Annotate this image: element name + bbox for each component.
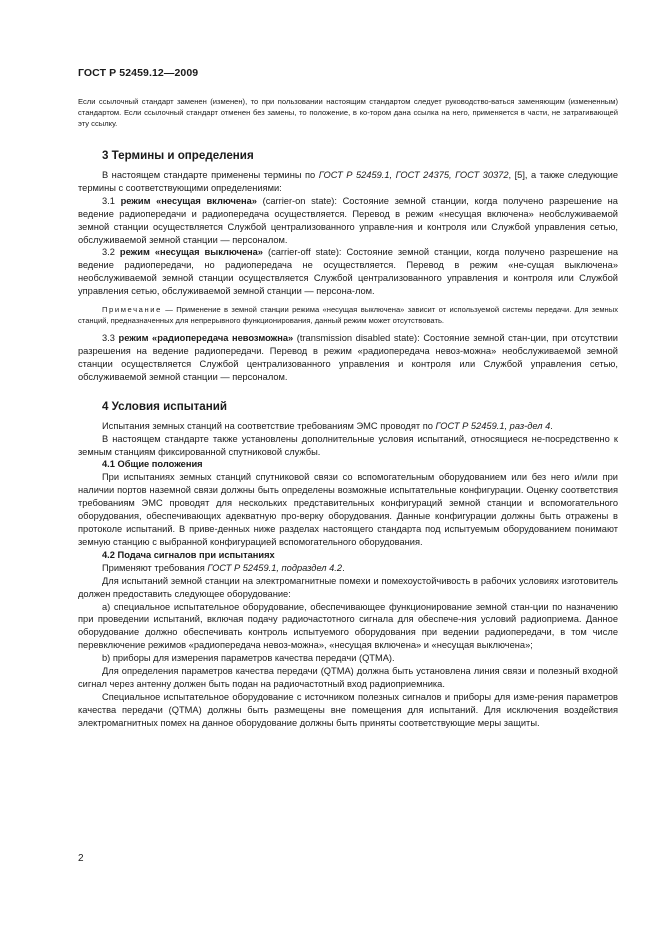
text-run: , [5], а также следующие термины с соответствующими определениями: [78,170,618,193]
standard-references: ГОСТ Р 52459.1, ГОСТ 24375, ГОСТ 30372 [318,170,509,180]
term-3-3 [78,332,618,384]
text-run: Применяют требования [102,562,208,573]
term-number: 3.2 [102,247,120,258]
standard-reference: ГОСТ Р 52459.1, раз-дел 4 [435,420,551,431]
text-run: . [342,562,345,573]
intro-paragraph: Если ссылочный стандарт заменен (изменен), то при пользовании настоящим стандартом следует руководство-ваться заменяющим (измененным) стандартом. Если ссылочный стандарт отменен без замены, то положение, в ко-тором дана ссылка на него, применяется в части, не затрагивающей эту ссылку. [78,97,618,128]
document-header: ГОСТ Р 52459.12—2009 [78,67,199,79]
term-definition: (carrier-on state): Состояние земной станции, когда получено разрешение на ведение радиопередачи и радиопередача осуществляется. Перевод в режим «несущая включена» необслуживаемой земной станции осуществляется Службой централизованного управле-ния и контроля или Службой управления сетью, обслуживаемой земной станции — персоналом. [78,195,618,245]
subsection-4-2-p1 [78,562,618,575]
subsection-4-2-p2: Для испытаний земной станции на электромагнитные помехи и помехоустойчивость в рабочих условиях изготовитель должен предоставить следующее оборудование: [78,575,618,599]
text-run: В настоящем стандарте применены термины по [102,170,319,180]
page-content [78,96,618,730]
text-run: Испытания земных станций на соответствие требованиям ЭМС проводят по [102,420,436,431]
standard-reference: ГОСТ Р 52459.1, подраздел 4.2 [207,562,343,573]
section-3-heading: 3 Термины и определения [102,149,254,162]
note-label: Примечание [102,305,162,315]
note-text: — Применение в земной станции режима «несущая выключена» зависит от используемой системы передачи. Для земных станций, предназначенных для непрерывного функционирования, данный режим может отсутствовать. [78,305,618,326]
note-paragraph [78,304,618,326]
subsection-4-2-p3: Для определения параметров качества передачи (QTMA) должна быть установлена линия связи и полезный входной сигнал через антенну должен быть подан на радиочастотный вход радиоприемника. [78,666,618,689]
term-3-1 [78,195,618,247]
page-number: 2 [78,853,84,864]
list-item-b: b) приборы для измерения параметров качества передачи (QTMA). [102,653,395,664]
subsection-4-1-heading: 4.1 Общие положения [102,459,203,470]
section-4-p1 [78,420,618,433]
term-number: 3.3 [102,333,119,344]
term-name: режим «несущая включена» [120,195,257,206]
section-4-heading: 4 Условия испытаний [102,399,227,413]
term-definition: (transmission disabled state): Состояние земной стан-ции, при отсутствии разрешения на ведение радиопередачи. Перевод в режим «радиопередача невоз-можна» необслуживаемой земной станции осуществляется Службой централизованного управления и контроля или Службой управления сетью, обслуживаемой земной станции — персоналом. [78,333,619,382]
term-definition: (carrier-off state): Состояние земной станции, когда получено разрешение на ведение радиопередачи, но радиопередача не осуществляется. Перевод в режим «не-сущая выключена» необслуживаемой земной станции осуществляется Службой централизованного управления и контроля или Службой управления сетью, обслуживаемой земной станции — персона-лом. [78,247,618,297]
section-4-p2: В настоящем стандарте также установлены дополнительные условия испытаний, относящиеся не-посредственно к земным станциям фиксированной спутниковой службы. [78,433,618,457]
term-name: режим «радиопередача невозможна» [118,333,294,344]
section-3-intro [78,169,618,195]
text-run: . [550,420,553,431]
subsection-4-2-heading: 4.2 Подача сигналов при испытаниях [102,549,275,560]
subsection-4-2-p4: Специальное испытательное оборудование с источником полезных сигналов и приборы для изме-рения параметров качества передачи (QTMA) должны быть размещены вне помещения для испытаний. Для исключения воздействия электромагнитных помех на данное оборудование должны быть приняты соответствующие меры защиты. [78,691,618,728]
subsection-4-1-text: При испытаниях земных станций спутниковой связи со вспомогательным оборудованием или без него и/или при наличии портов наземной связи должны быть определены возможные испытательные конфигурации. Оценку соответствия требованиям ЭМС проводят для нескольких представительных конфигураций земной станции и вспомогательного оборудования, обеспечивающих адекватную про-верку оборудования. Данные конфигурации должны быть отражены в протоколе испытаний. В приве-денных ниже разделах настоящего стандарта под испытуемым оборудованием понимают земную станцию с выбранной конфигурацией вспомогательного оборудования. [78,472,618,547]
term-3-2 [78,246,618,298]
term-name: режим «несущая выключена» [119,247,263,258]
term-number: 3.1 [102,195,121,206]
list-item-a: a) специальное испытательное оборудование, обеспечивающее функционирование земной стан-ции по назначению при проведении испытаний, включая подачу радиочастотного сигнала для обеспече-ния условий радиоприема. Данное оборудование должно обеспечивать контроль испытуемого оборудования при ведении радиопередачи, в том числе перевключение режимов «радиопередача невоз-можна», «несущая включена» и «несущая выключена»; [78,601,618,651]
